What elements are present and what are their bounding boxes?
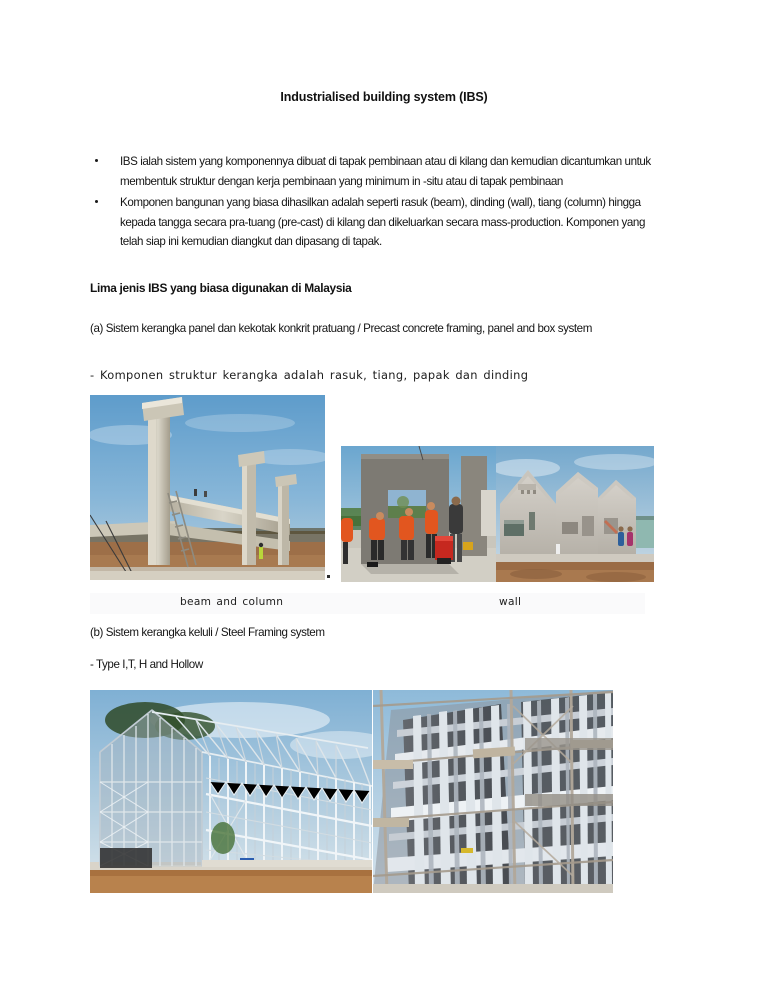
stray-period-artifact (327, 575, 330, 578)
bullet-dot-icon (95, 200, 98, 203)
page-title: Industrialised building system (IBS) (280, 90, 488, 104)
section-b-title: (b) Sistem kerangka keluli / Steel Framing system (90, 626, 325, 639)
list-item-text: Komponen bangunan yang biasa dihasilkan adalah seperti rasuk (beam), dinding (wall), tiang (column) hingga kepada tangga secara pra-tuang (pre-cast) di kilang dan dikeluarkan secara mass-production. Komponen yang telah siap ini kemudian diangkut dan dipasang di tapak. (120, 196, 645, 249)
list-item (90, 193, 670, 252)
caption-beam-and-column: beam and column (180, 596, 284, 608)
image-precast-beam-and-column (90, 395, 325, 580)
list-item-text: IBS ialah sistem yang komponennya dibuat di tapak pembinaan atau di kilang dan kemudian dicantumkan untuk membentuk struktur dengan kerja pembinaan yang minimum in -situ atau di tapak pembinaan (120, 155, 651, 188)
image-steel-house-frame (90, 690, 372, 893)
caption-wall: wall (499, 596, 522, 608)
section-b-note: - Type I,T, H and Hollow (90, 658, 203, 671)
image-caption-row (90, 593, 645, 614)
bullet-dot-icon (95, 159, 98, 162)
image-precast-house-construction (496, 446, 654, 582)
intro-bullet-list (90, 152, 670, 254)
image-steel-building-scaffolding (373, 690, 613, 893)
list-item (90, 152, 670, 191)
section-a-note: - Komponen struktur kerangka adalah rasuk, tiang, papak dan dinding (90, 368, 529, 382)
section-a-title: (a) Sistem kerangka panel dan kekotak konkrit pratuang / Precast concrete framing, panel and box system (90, 322, 592, 335)
image-precast-wall-panel (341, 446, 496, 582)
section-heading: Lima jenis IBS yang biasa digunakan di Malaysia (90, 281, 352, 295)
